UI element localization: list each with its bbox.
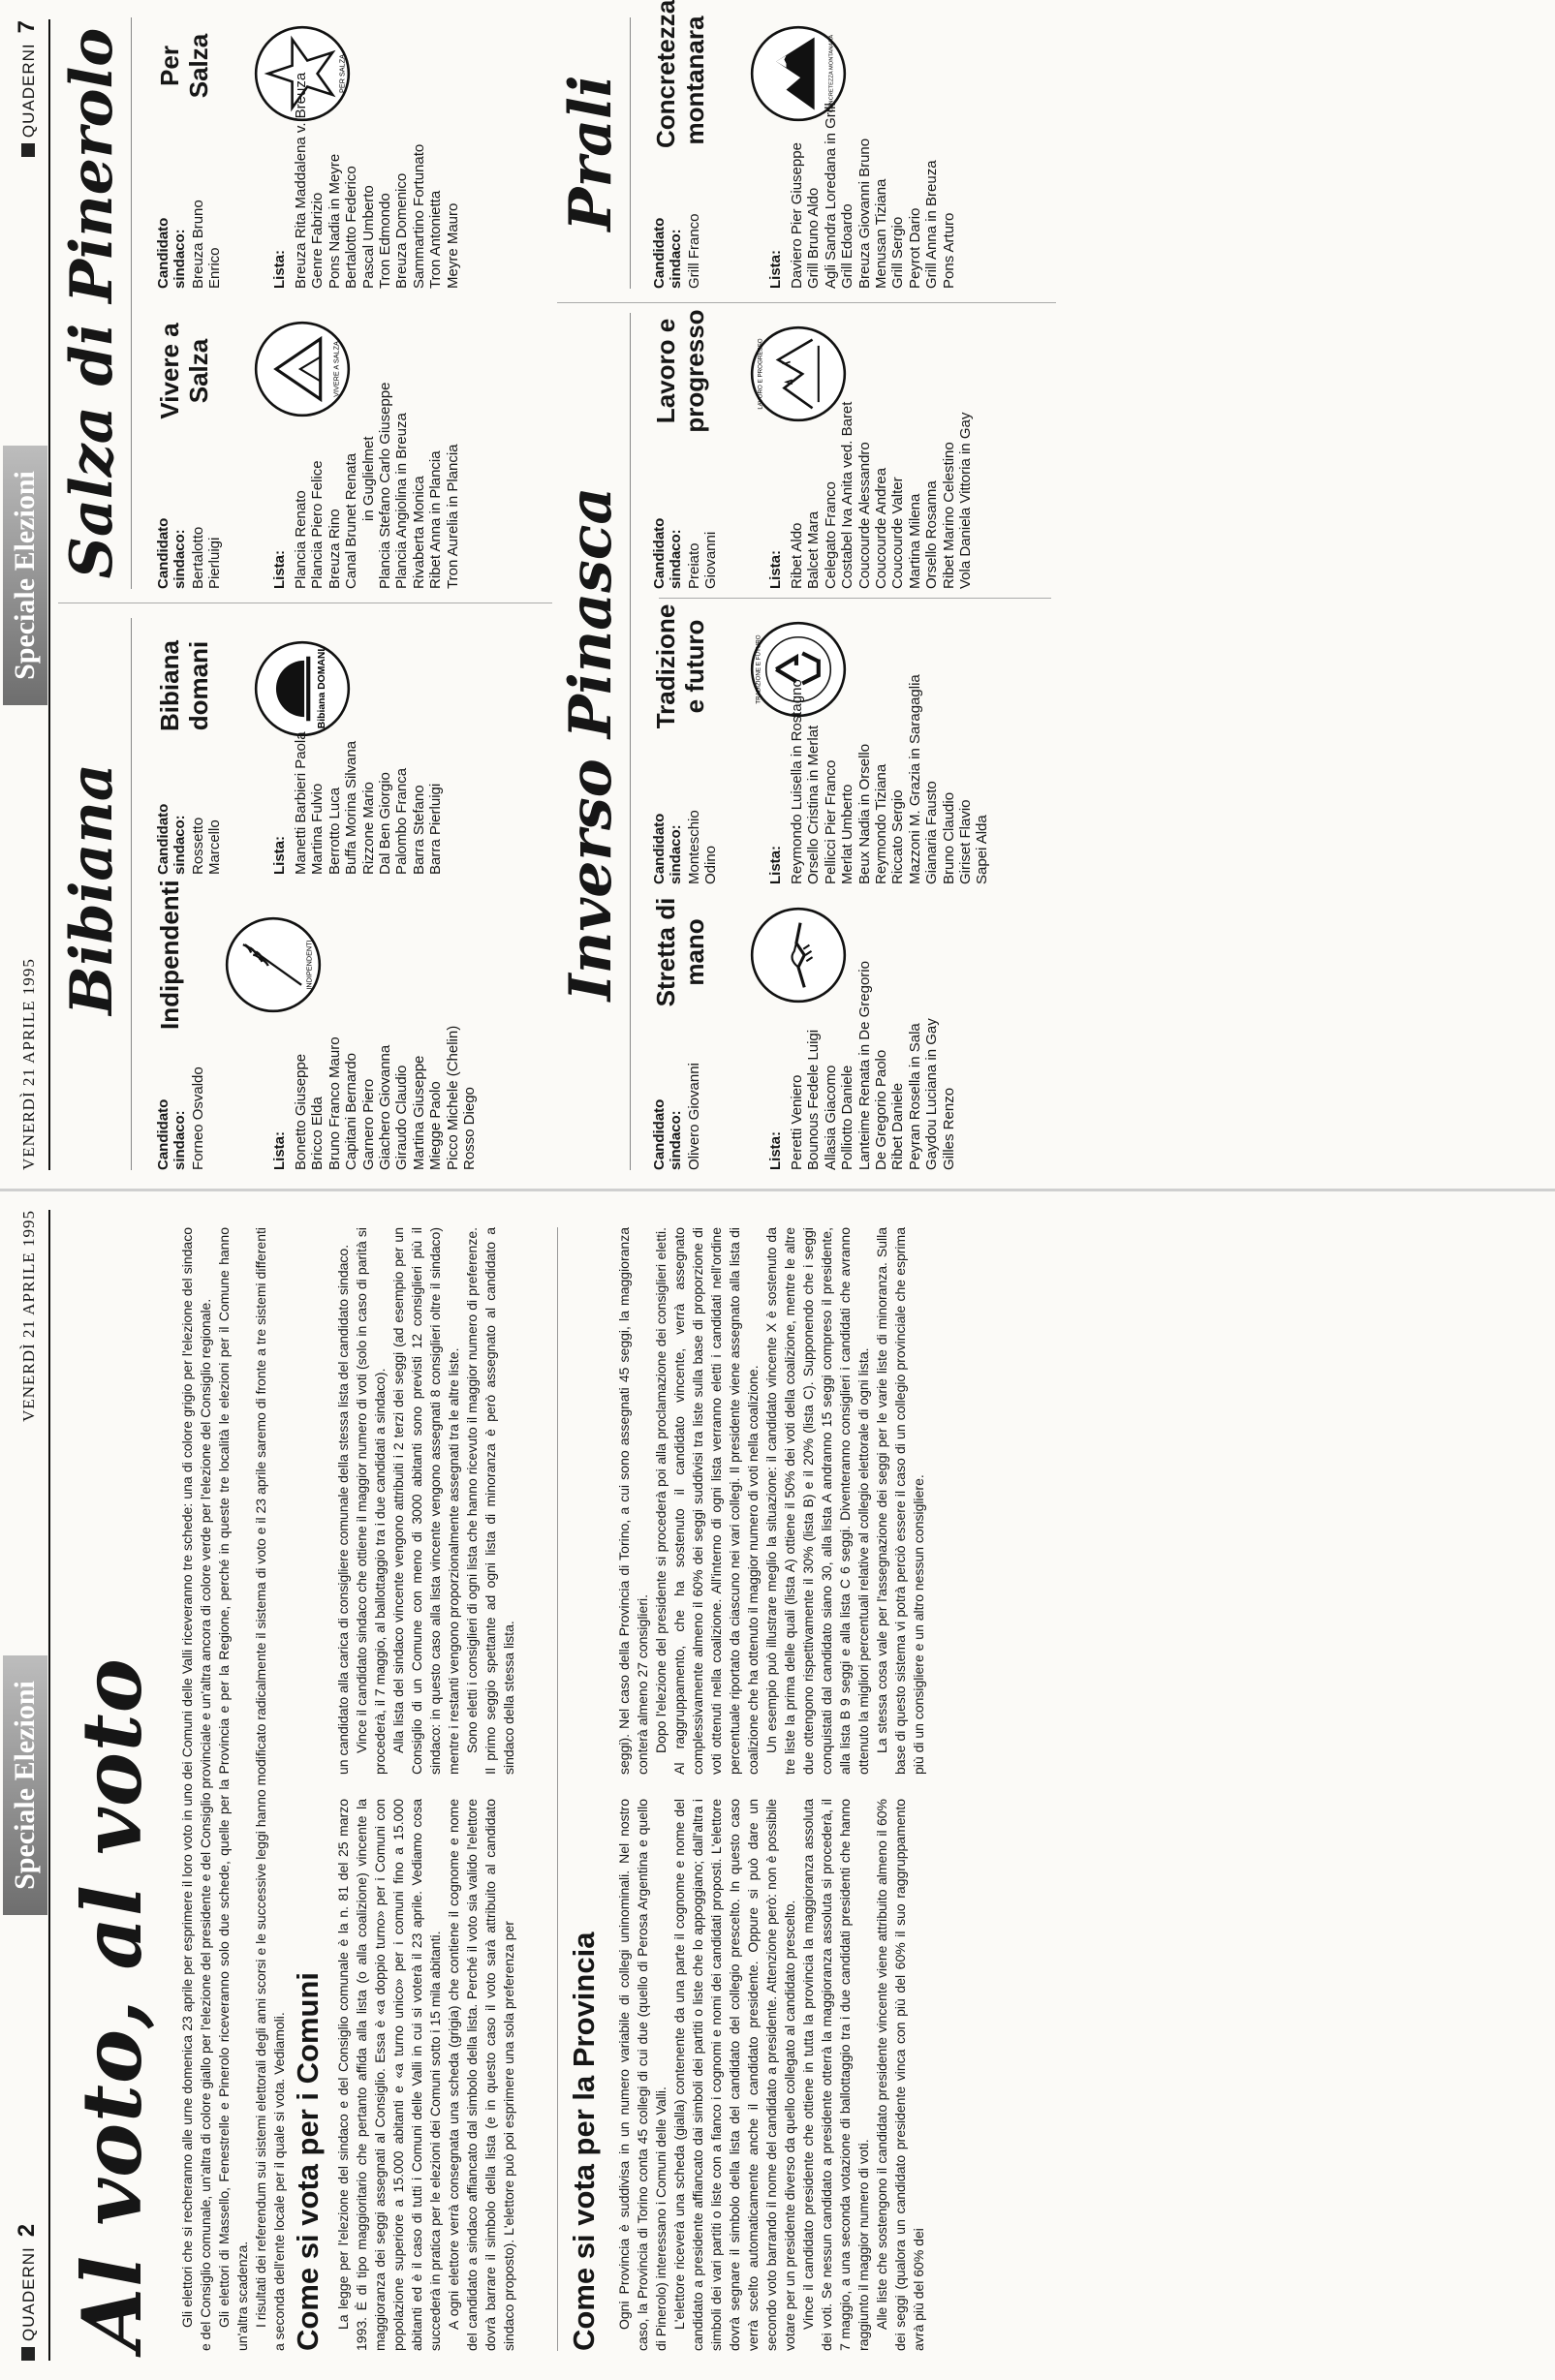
party-name: Tradizione e futuro xyxy=(651,603,709,729)
member-name: Berrotto Luca xyxy=(326,787,343,875)
party-name: Stretta di mano xyxy=(651,897,709,1007)
candidate-name: Breuza Bruno Enrico xyxy=(190,200,223,289)
candidate-label: Candidato sindaco: xyxy=(651,1098,684,1170)
header-rule xyxy=(48,19,50,1170)
member-name: Giachero Giovanna xyxy=(377,1044,394,1170)
member-name: Bruno Claudio xyxy=(940,791,957,884)
member-name: Genre Fabrizio xyxy=(309,192,327,289)
town-rule xyxy=(630,17,631,289)
town-title-bibiana: Bibiana xyxy=(58,763,126,1015)
member-name: Bricco Elda xyxy=(309,1097,327,1170)
candidate-name: Forneo Osvaldo xyxy=(190,1066,206,1170)
list-label: Lista: xyxy=(271,1130,288,1170)
member-name: Rivaberta Monica xyxy=(410,476,427,589)
town-title-salza: Salza di Pinerolo xyxy=(58,27,126,579)
logo-text: Bibiana DOMANI xyxy=(316,648,327,729)
party-block-per-salza xyxy=(155,13,538,289)
member-name: Tron Edmondo xyxy=(377,193,394,289)
member-name: Breuza Rino xyxy=(326,509,343,589)
column-separator xyxy=(557,302,1056,303)
member-name: Grill Sergio xyxy=(889,216,907,289)
members-list xyxy=(293,73,461,289)
list-label: Lista: xyxy=(767,249,784,289)
member-name: Rosso Diego xyxy=(461,1087,479,1170)
body-paragraph: La legge per l'elezione del sindaco e del Consiglio comunale è la n. 81 del 25 marzo 1993. È di tipo maggioritario che pertanto affida alla lista (o alla coalizione) vincente la maggioranza dei seggi assegnati al Consiglio. Essa è «a doppio turno» per i Comuni con popolazione superiore a 15.000 abitanti e «a turno unico» per i comuni fino a 15.000 abitanti ed è il caso di tutti i Comuni delle Valli in cui si voterà il 23 aprile. Vediamo cosa succederà in pratica per le elezioni dei Comuni sotto i 15 mila abitanti. xyxy=(335,1799,443,2351)
section-label xyxy=(14,2223,41,2361)
page-number: 7 xyxy=(14,19,40,34)
member-name: Breuza Giovanni Bruno xyxy=(855,138,873,289)
members-list xyxy=(293,731,445,875)
member-name: Bruno Franco Mauro xyxy=(326,1036,343,1170)
member-name: Bounous Fedele Luigi xyxy=(805,1029,823,1170)
page-number: 2 xyxy=(14,2222,40,2238)
member-name: Capitani Bernardo xyxy=(343,1053,360,1170)
member-name: Tron Aurelia in Plancia xyxy=(444,444,461,589)
member-name: Orsello Rosanna xyxy=(923,480,941,589)
body-paragraph: Dopo l'elezione del presidente si procederà poi alla proclamazione dei consiglieri eletti. Al raggruppamento, che ha sostenuto il candidato vincente, verrà assegnato complessivamente almeno il 60% dei seggi suddivisi tra liste sulla base di proporzione di voti ottenuti nella coalizione. All'interno di ogni lista verranno eletti i candidati nell'ordine percentuale riportato da ciascuno nei vari collegi. Il presidente viene assegnato alla lista di coalizione che ha ottenuto il maggior numero di voti nella coalizione. xyxy=(653,1227,761,1775)
body-paragraph: Alle liste che sostengono il candidato presidente vincente viene attribuito almeno il 60% dei seggi (qualora un candidato presidente vinca con più del 60% il suo raggruppamento avrà più del 60% dei xyxy=(874,1799,926,2351)
party-block-bibiana-domani xyxy=(155,613,538,875)
member-name: Miegge Paolo xyxy=(427,1081,445,1170)
member-name: Breuza Rita Maddalena v. Breuza xyxy=(293,72,309,289)
members-list xyxy=(293,383,461,589)
party-block-tradizione-e-futuro xyxy=(651,603,1058,884)
party-name: Bibiana domani xyxy=(155,640,213,731)
body-paragraph: Alla lista del sindaco vincente vengono attribuiti i 2 terzi dei seggi (ad esempio per un Consiglio di un Comune con meno di 3000 abitanti sono previsti 12 consiglieri più il sindaco: in questo caso alla lista vincente vengono assegnati 8 consiglieri oltre il sindaco) mentre i restanti vengono proporzionalmente assegnati tra le altre liste. xyxy=(390,1227,461,1775)
logo-text: INDIPENDENTI xyxy=(304,940,314,990)
members-list xyxy=(789,103,957,289)
members-list xyxy=(789,961,957,1170)
section-divider xyxy=(557,1227,558,2351)
member-name: De Gregorio Paolo xyxy=(873,1049,890,1170)
logo-text: PER SALZA xyxy=(337,54,347,93)
candidate-label: Candidato sindaco: xyxy=(651,517,684,589)
town-rule xyxy=(630,313,631,1170)
header-rule xyxy=(48,1210,50,2361)
member-name: Menusan Tiziana xyxy=(873,178,890,289)
candidate-label: Candidato sindaco: xyxy=(651,217,684,289)
member-name: Gianaria Fausto xyxy=(923,781,941,884)
article-intro xyxy=(178,1227,289,2351)
body-paragraph: La stessa cosa vale per l'assegnazione dei seggi per le varie liste di minoranza. Sulla base di questo sistema vi potrà perciò essere il caso di un collegio provinciale che esprima più di un consigliere e un altro nessun consigliere. xyxy=(874,1227,926,1775)
member-name: Pellicci Pier Franco xyxy=(822,759,839,884)
member-name: Riccato Sergio xyxy=(889,789,907,884)
member-name: Buffa Morina Silvana xyxy=(343,740,360,875)
party-name: Per Salza xyxy=(155,33,213,99)
comuni-heading: Come si vota per i Comuni xyxy=(291,1971,325,2351)
section-name: QUADERNI xyxy=(19,2246,38,2341)
candidate-name: Grill Franco xyxy=(686,213,702,289)
section-square-icon xyxy=(21,2347,35,2361)
party-block-concretezza-montanara xyxy=(651,0,1058,289)
speciale-elezioni-banner: Speciale Elezioni xyxy=(3,1655,47,1915)
member-name: Orsello Cristina in Merlat xyxy=(805,725,823,884)
member-name: Pons Arturo xyxy=(940,212,957,289)
town-title-prali: Prali xyxy=(557,75,625,232)
provincia-column-1 xyxy=(615,1799,928,2351)
member-name: Barra Pierluigi xyxy=(427,783,445,875)
comuni-column-2 xyxy=(334,1227,518,1775)
member-name: Polliotto Daniele xyxy=(839,1065,856,1170)
town-rule xyxy=(131,17,132,589)
member-name: Martina Fulvio xyxy=(309,783,327,875)
member-name: Giriset Flavio xyxy=(957,799,975,884)
body-paragraph: Sono eletti i consiglieri di ogni lista che hanno ricevuto il maggior numero di preferenze. Il primo seggio spettante ad ogni lista di minoranza è però assegnato al candidato a sindaco della stessa lista. xyxy=(464,1227,516,1775)
town-rule xyxy=(131,618,132,1170)
member-name: Bonetto Giuseppe xyxy=(293,1053,309,1170)
members-list xyxy=(789,674,991,884)
party-name: Lavoro e progresso xyxy=(651,309,709,433)
member-name: Coucourde Andrea xyxy=(873,467,890,589)
member-name: Plancia Piero Felice xyxy=(309,460,327,589)
candidate-label: Candidato sindaco: xyxy=(155,217,188,289)
member-name: Giraudo Claudio xyxy=(393,1065,411,1170)
member-name: Celegato Franco xyxy=(822,481,839,589)
body-paragraph: un candidato alla carica di consigliere comunale della stessa lista del candidato sindaco. xyxy=(335,1244,351,1775)
page-2 xyxy=(0,1190,1555,2380)
running-header xyxy=(0,0,56,1190)
member-name: Balcet Mara xyxy=(805,510,823,589)
member-name: Lanteime Renata in De Gregorio xyxy=(855,961,873,1170)
member-name: Grill Edoardo xyxy=(839,203,856,289)
member-name: Coucourde Alessandro xyxy=(855,442,873,589)
body-paragraph: seggi). Nel caso della Provincia di Torino, a cui sono assegnati 45 seggi, la maggioranza conterà almeno 27 consiglieri. xyxy=(616,1227,650,1775)
candidate-label: Candidato sindaco: xyxy=(155,1098,188,1170)
member-name: Coucourde Valter xyxy=(889,477,907,589)
member-name: Martina Milena xyxy=(906,493,923,589)
member-name: Plancia Renato xyxy=(293,490,309,589)
member-name: Barra Stefano xyxy=(410,785,427,875)
body-paragraph: A ogni elettore verrà consegnata una scheda (grigia) che contiene il cognome e nome del candidato a sindaco affiancato dal simbolo della lista. Perché il voto sia valido l'elettore dovrà barrare il simbolo della lista (e in questo caso il voto sarà attribuito al candidato sindaco proposto). L'elettore può poi esprimere una sola preferenza per xyxy=(446,1799,516,2351)
running-header xyxy=(0,1190,56,2380)
provincia-column-2 xyxy=(615,1227,928,1775)
member-name: Reymondo Luisella in Rostagno xyxy=(789,679,805,884)
logo-text: VIVERE A SALZA xyxy=(331,341,341,397)
party-block-stretta-di-mano xyxy=(651,894,1058,1170)
member-name: Gaydou Luciana in Gay xyxy=(923,1018,941,1170)
member-name: Reymondo Tiziana xyxy=(873,763,890,884)
list-label: Lista: xyxy=(767,549,784,589)
member-name: Ribet Aldo xyxy=(789,522,805,589)
party-name: Vivere a Salza xyxy=(155,323,213,419)
member-name: in Guglielmet xyxy=(359,436,377,521)
member-name: Pascal Umberto xyxy=(359,185,377,289)
member-name: Grill Anna in Breuza xyxy=(923,160,941,289)
candidate-name: Rossetto Marcello xyxy=(190,817,223,875)
column-separator xyxy=(659,598,1051,599)
member-name: Plancia Angiolina in Breuza xyxy=(393,413,411,589)
member-name: Beux Nadia in Orsello xyxy=(855,743,873,884)
member-name: Plancia Stefano Carlo Giuseppe xyxy=(377,382,394,589)
issue-date: VENERDÌ 21 APRILE 1995 xyxy=(19,958,38,1170)
issue-date: VENERDÌ 21 APRILE 1995 xyxy=(19,1210,38,1422)
member-name: Ribet Daniele xyxy=(889,1082,907,1170)
party-block-vivere-a-salza xyxy=(155,298,538,589)
member-name: Sapei Alda xyxy=(974,815,991,884)
list-label: Lista: xyxy=(271,835,288,875)
member-name: Garnero Piero xyxy=(359,1078,377,1170)
member-name: Tron Antonietta xyxy=(427,190,445,289)
member-name: Peyrot Dario xyxy=(906,207,923,289)
body-paragraph: Vince il candidato presidente che ottiene in tutta la provincia la maggioranza assoluta dei voti. Se nessun candidato a presidente otterrà la maggioranza assoluta si procederà, il 7 maggio, a una seconda votazione di ballottaggio tra i due candidati presidenti che hanno raggiunto il maggior numero di voti. xyxy=(800,1799,871,2351)
provincia-heading: Come si vota per la Provincia xyxy=(567,1932,601,2351)
intro-paragraph: Gli elettori che si recheranno alle urne domenica 23 aprile per esprimere il loro voto in uno dei Comuni delle Valli riceveranno tre schede: una di colore grigio per l'elezione del sindaco e del Consiglio comunale, un'altra di colore giallo per l'elezione del presidente e del Consiglio provinciale e un'altra ancora di colore verde per l'elezione del Consiglio regionale. xyxy=(179,1227,213,2351)
member-name: Sammartino Fortunato xyxy=(410,143,427,289)
candidate-label: Candidato sindaco: xyxy=(155,803,188,875)
party-name: Indipendenti xyxy=(155,880,184,1030)
member-name: Manetti Barbieri Paola xyxy=(293,731,309,875)
member-name: Merlat Umberto xyxy=(839,784,856,884)
list-label: Lista: xyxy=(767,1130,784,1170)
member-name: Daviero Pier Giuseppe xyxy=(789,142,805,289)
member-name: Agli Sandra Loredana in Grill xyxy=(822,103,839,289)
list-label: Lista: xyxy=(767,845,784,884)
body-paragraph: L'elettore riceverà una scheda (gialla) contenente da una parte il cognome e nome del candidato a presidente affiancato dai simboli dei partiti o liste che lo appoggiano; dall'altra i simboli dei vari partiti o liste con a fianco i cognomi e nomi dei candidati proposti. L'elettore dovrà segnare il simbolo della lista del candidato del collegio prescelto. In questo caso verrà scelto automaticamente anche il candidato presidente. Oppure si può dare un secondo voto barrando il nome del candidato a presidente. Attenzione però: non è possibile votare per un presidente diverso da quello collegato al candidato prescelto. xyxy=(671,1799,797,2351)
member-name: Ribet Marino Celestino xyxy=(940,442,957,589)
candidate-name: Bertalotto Pierluigi xyxy=(190,526,223,589)
member-name: Picco Michele (Chelin) xyxy=(444,1025,461,1170)
logo-text: TRADIZIONE E FUTURO xyxy=(755,634,762,704)
member-name: Rizzone Mario xyxy=(359,782,377,875)
logo-text: CONCRETEZZA MONTANARA xyxy=(828,34,835,113)
member-name: Meyre Mauro xyxy=(444,202,461,289)
member-name: Mazzoni M. Grazia in Saragaglia xyxy=(906,674,923,884)
logo-text: LAVORO E PROGRESSO xyxy=(757,338,764,410)
member-name: Gilles Renzo xyxy=(940,1087,957,1170)
member-name: Grill Bruno Aldo xyxy=(805,187,823,289)
member-name: Bertalotto Federico xyxy=(343,166,360,289)
body-paragraph: Vince il candidato sindaco che ottiene il maggior numero di voti (solo in caso di parità si procederà, il 7 maggio, al ballottaggio tra i due candidati a sindaco). xyxy=(354,1227,388,1775)
wheat-logo-icon xyxy=(223,914,324,1015)
party-block-lavoro-e-progresso xyxy=(651,308,1058,589)
list-label: Lista: xyxy=(271,249,288,289)
members-list xyxy=(293,1026,478,1170)
candidate-name: Preiato Giovanni xyxy=(686,531,719,589)
candidate-label: Candidato sindaco: xyxy=(155,517,188,589)
member-name: Pons Nadia in Meyre xyxy=(326,153,343,289)
section-name: QUADERNI xyxy=(19,43,38,139)
town-title-inverso-pinasca: Inverso Pinasca xyxy=(557,486,625,1002)
intro-paragraph: Gli elettori di Massello, Fenestrelle e Pinerolo riceveranno solo due schede, quelle per la Provincia e per la Regione, perché in queste tre località le elezioni per il Comune hanno un'altra scadenza. xyxy=(216,1227,250,2351)
candidate-label: Candidato sindaco: xyxy=(651,813,684,884)
candidate-name: Monteschio Odino xyxy=(686,810,719,884)
section-label xyxy=(14,19,41,157)
member-name: Costabel Iva Anita ved. Baret xyxy=(839,401,856,589)
body-paragraph: Ogni Provincia è suddivisa in un numero variabile di collegi uninominali. Nel nostro caso, la Provincia di Torino conta 45 collegi di cui due (quello di Perosa Argentina e quello di Pinerolo) interessano i Comuni delle Valli. xyxy=(616,1799,669,2351)
list-label: Lista: xyxy=(271,549,288,589)
member-name: Ribet Anna in Plancia xyxy=(427,450,445,589)
member-name: Canal Brunet Renata xyxy=(343,452,360,589)
body-paragraph: Un esempio può illustrare meglio la situazione: il candidato vincente X è sostenuto da tre liste la prima delle quali (lista A) ottiene il 50% dei voti della coalizione, mentre le altre due ottengono rispettivamente il 30% (lista B) e il 20% (lista C). Supponendo che i seggi conquistati dal candidato siano 30, alla lista A andranno 15 seggi compreso il presidente, alla lista B 9 seggi e alla lista C 6 seggi. Diventeranno consiglieri i candidati che avranno ottenuto la migliori percentuali relative al collegio elettorale di ogni lista. xyxy=(763,1227,871,1775)
comuni-column-1 xyxy=(334,1799,518,2351)
member-name: Breuza Domenico xyxy=(393,172,411,289)
member-name: Vola Daniela Vittoria in Gay xyxy=(957,412,975,589)
candidate-name: Olivero Giovanni xyxy=(686,1063,702,1170)
member-name: Dal Ben Giorgio xyxy=(377,772,394,875)
intro-paragraph: I risultati dei referendum sui sistemi elettorali degli anni scorsi e le successive leggi hanno modificato radicalmente il sistema di voto e il 23 aprile saremo di fronte a tre sistemi differenti a seconda dell'ente locale per il quale si vota. Vediamoli. xyxy=(253,1227,287,2351)
party-block-indipendenti xyxy=(155,880,538,1170)
member-name: Allasia Giacomo xyxy=(822,1065,839,1170)
section-square-icon xyxy=(21,143,35,157)
member-name: Martina Giuseppe xyxy=(410,1055,427,1170)
sun-horizon-logo-icon xyxy=(252,638,353,739)
party-name: Concretezza montanara xyxy=(651,0,709,148)
member-name: Peyran Rosella in Sala xyxy=(906,1023,923,1170)
article-title: Al voto, al voto xyxy=(64,1657,160,2351)
member-name: Palombo Franca xyxy=(393,767,411,875)
members-list xyxy=(789,402,974,589)
member-name: Peretti Veniero xyxy=(789,1074,805,1170)
speciale-elezioni-banner: Speciale Elezioni xyxy=(3,446,47,705)
